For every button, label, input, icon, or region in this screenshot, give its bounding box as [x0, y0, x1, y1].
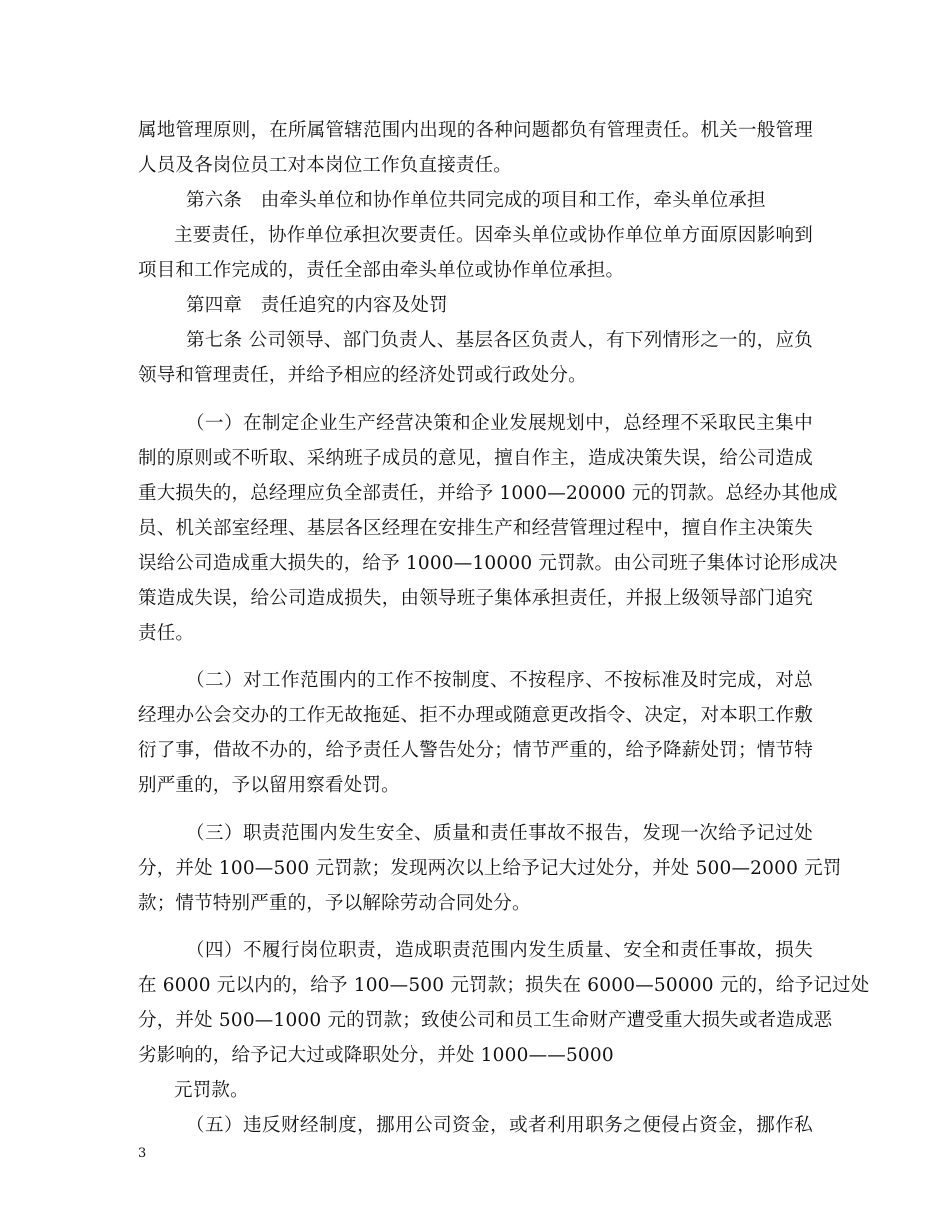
text-line: 款；情节特别严重的，予以解除劳动合同处分。: [138, 893, 531, 914]
text-line: （五）违反财经制度，挪用公司资金，或者利用职务之便侵占资金，挪作私: [186, 1115, 813, 1136]
text-line: （三）职责范围内发生安全、质量和责任事故不报告，发现一次给予记过处: [186, 823, 813, 844]
text-line: 属地管理原则，在所属管辖范围内出现的各种问题都负有管理责任。机关一般管理: [138, 120, 813, 141]
text-line: （二）对工作范围内的工作不按制度、不按程序、不按标准及时完成，对总: [186, 670, 813, 691]
text-line: 衍了事，借故不办的，给予责任人警告处分；情节严重的，给予降薪处罚；情节特: [138, 740, 813, 761]
text-line: 员、机关部室经理、基层各区经理在安排生产和经营管理过程中，擅自作主决策失: [138, 518, 813, 539]
text-line: 劣影响的，给予记大过或降职处分，并处 1000——5000: [138, 1045, 614, 1066]
text-line: 分，并处 100—500 元罚款；发现两次以上给予记大过处分，并处 500—2000 元罚: [138, 858, 842, 879]
text-line: 第七条 公司领导、部门负责人、基层各区负责人，有下列情形之一的，应负: [186, 330, 813, 351]
text-line: （四）不履行岗位职责，造成职责范围内发生质量、安全和责任事故，损失: [186, 940, 813, 961]
text-line: 元罚款。: [174, 1080, 249, 1101]
text-line: 分，并处 500—1000 元的罚款；致使公司和员工生命财产遭受重大损失或者造成恶: [138, 1010, 833, 1031]
text-line: 第六条 由牵头单位和协作单位共同完成的项目和工作，牵头单位承担: [186, 190, 766, 211]
text-line: 别严重的，予以留用察看处罚。: [138, 775, 400, 796]
text-line: 在 6000 元以内的，给予 100—500 元罚款；损失在 6000—50000 元的，给予记过处: [138, 975, 870, 996]
page-number: 3: [138, 1146, 147, 1161]
section-heading: 第四章 责任追究的内容及处罚: [186, 295, 448, 316]
text-line: 重大损失的，总经理应负全部责任，并给予 1000—20000 元的罚款。总经办其他成: [138, 483, 838, 504]
text-line: 经理办公会交办的工作无故拖延、拒不办理或随意更改指令、决定，对本职工作敷: [138, 705, 813, 726]
text-line: 制的原则或不听取、采纳班子成员的意见，擅自作主，造成决策失误，给公司造成: [138, 448, 813, 469]
text-line: 误给公司造成重大损失的，给予 1000—10000 元罚款。由公司班子集体讨论形成决: [138, 553, 838, 574]
text-line: 项目和工作完成的，责任全部由牵头单位或协作单位承担。: [138, 260, 625, 281]
text-line: 领导和管理责任，并给予相应的经济处罚或行政处分。: [138, 365, 587, 386]
text-line: 责任。: [138, 623, 195, 644]
text-line: （一）在制定企业生产经营决策和企业发展规划中，总经理不采取民主集中: [186, 413, 813, 434]
text-line: 人员及各岗位员工对本岗位工作负直接责任。: [138, 155, 513, 176]
text-line: 主要责任，协作单位承担次要责任。因牵头单位或协作单位单方面原因影响到: [174, 225, 813, 246]
text-line: 策造成失误，给公司造成损失，由领导班子集体承担责任，并报上级领导部门追究: [138, 588, 813, 609]
